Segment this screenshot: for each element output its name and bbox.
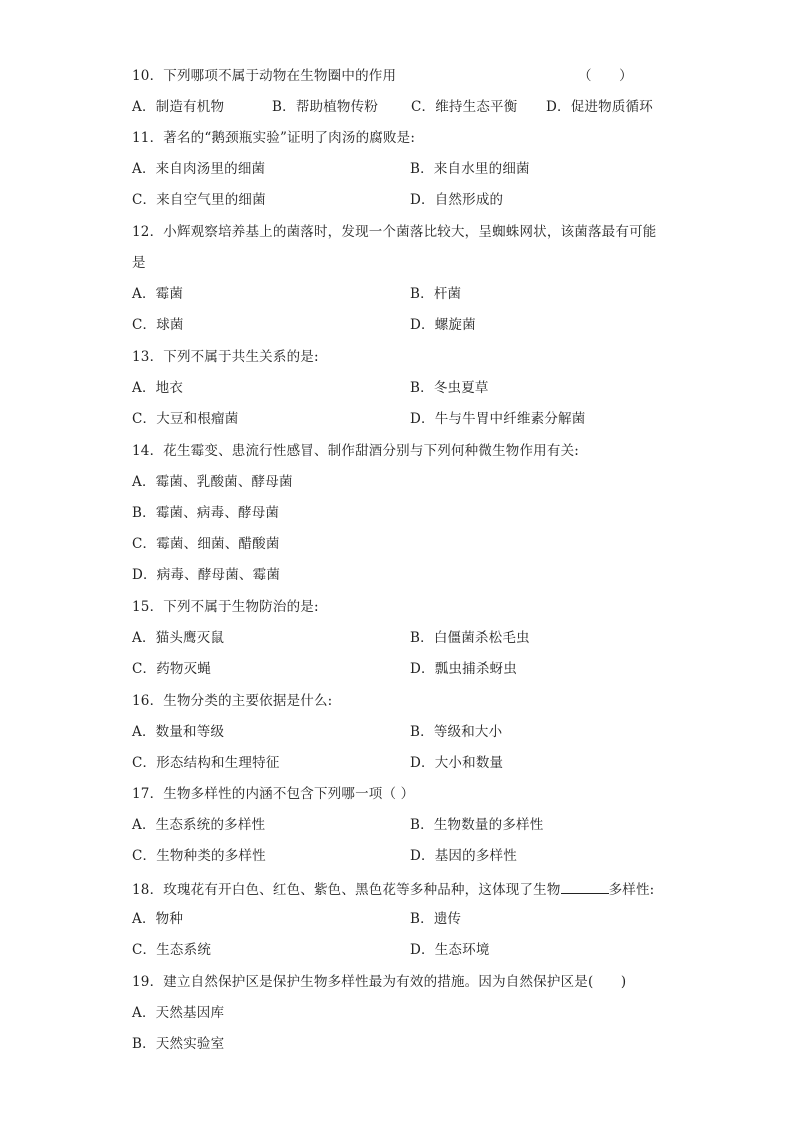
option-d: D．基因的多样性 bbox=[410, 848, 517, 864]
question-16-stem: 16．生物分类的主要依据是什么: bbox=[132, 693, 333, 709]
option-c: C．药物灭蝇 bbox=[132, 661, 212, 677]
option-b: B．冬虫夏草 bbox=[410, 380, 489, 396]
option-a: A．天然基因库 bbox=[132, 1005, 225, 1021]
option-c: C．生物种类的多样性 bbox=[132, 848, 266, 864]
option-c: C．来自空气里的细菌 bbox=[132, 192, 266, 208]
option-a: A．霉菌 bbox=[132, 286, 184, 302]
question-18-stem-after: 多样性: bbox=[608, 882, 655, 898]
question-18-stem bbox=[132, 879, 654, 899]
option-a: A．来自肉汤里的细菌 bbox=[132, 161, 266, 177]
question-10-answer-paren: （ ） bbox=[578, 68, 633, 84]
option-a: A．物种 bbox=[132, 911, 184, 927]
option-d: D．大小和数量 bbox=[410, 755, 504, 771]
option-a: A．猫头鹰灭鼠 bbox=[132, 630, 225, 646]
option-c: C．球菌 bbox=[132, 317, 184, 333]
option-a: A．制造有机物 bbox=[132, 99, 225, 115]
option-b: B．杆菌 bbox=[410, 286, 462, 302]
option-a: A．数量和等级 bbox=[132, 724, 225, 740]
question-12-stem: 12．小辉观察培养基上的菌落时，发现一个菌落比较大，呈蜘蛛网状，该菌落最有可能 bbox=[132, 224, 657, 240]
question-12-stem-continued: 是 bbox=[132, 255, 146, 271]
question-19-stem: 19．建立自然保护区是保护生物多样性最为有效的措施。因为自然保护区是( ) bbox=[132, 974, 627, 990]
option-a: A．地衣 bbox=[132, 380, 184, 396]
answer-blank bbox=[561, 879, 609, 894]
option-c: C．维持生态平衡 bbox=[411, 99, 518, 115]
option-b: B．天然实验室 bbox=[132, 1036, 225, 1052]
option-a: A．霉菌、乳酸菌、酵母菌 bbox=[132, 474, 293, 490]
question-13-stem: 13．下列不属于共生关系的是: bbox=[132, 349, 319, 365]
question-11-stem: 11．著名的“鹅颈瓶实验”证明了肉汤的腐败是: bbox=[132, 130, 416, 146]
option-c: C．形态结构和生理特征 bbox=[132, 755, 280, 771]
option-d: D．生态环境 bbox=[410, 942, 490, 958]
option-b: B．白僵菌杀松毛虫 bbox=[410, 630, 530, 646]
option-d: D．病毒、酵母菌、霉菌 bbox=[132, 567, 281, 583]
option-b: B．生物数量的多样性 bbox=[410, 817, 544, 833]
option-c: C．霉菌、细菌、醋酸菌 bbox=[132, 536, 280, 552]
question-10-stem: 10．下列哪项不属于动物在生物圈中的作用 bbox=[132, 68, 397, 84]
option-c: C．大豆和根瘤菌 bbox=[132, 411, 239, 427]
option-d: D．瓢虫捕杀蚜虫 bbox=[410, 661, 517, 677]
option-d: D．自然形成的 bbox=[410, 192, 504, 208]
question-18-stem-before: 18．玫瑰花有开白色、红色、紫色、黑色花等多种品种，这体现了生物 bbox=[132, 882, 561, 898]
option-a: A．生态系统的多样性 bbox=[132, 817, 266, 833]
question-15-stem: 15．下列不属于生物防治的是: bbox=[132, 599, 319, 615]
option-d: D．螺旋菌 bbox=[410, 317, 476, 333]
option-b: B．遗传 bbox=[410, 911, 462, 927]
option-c: C．生态系统 bbox=[132, 942, 212, 958]
option-d: D．促进物质循环 bbox=[546, 99, 653, 115]
option-b: B．来自水里的细菌 bbox=[410, 161, 530, 177]
option-b: B．帮助植物传粉 bbox=[272, 99, 379, 115]
option-d: D．牛与牛胃中纤维素分解菌 bbox=[410, 411, 586, 427]
option-b: B．等级和大小 bbox=[410, 724, 503, 740]
question-17-stem: 17．生物多样性的内涵不包含下列哪一项（ ） bbox=[132, 786, 415, 802]
option-b: B．霉菌、病毒、酵母菌 bbox=[132, 505, 280, 521]
question-14-stem: 14．花生霉变、患流行性感冒、制作甜酒分别与下列何种微生物作用有关: bbox=[132, 443, 580, 459]
